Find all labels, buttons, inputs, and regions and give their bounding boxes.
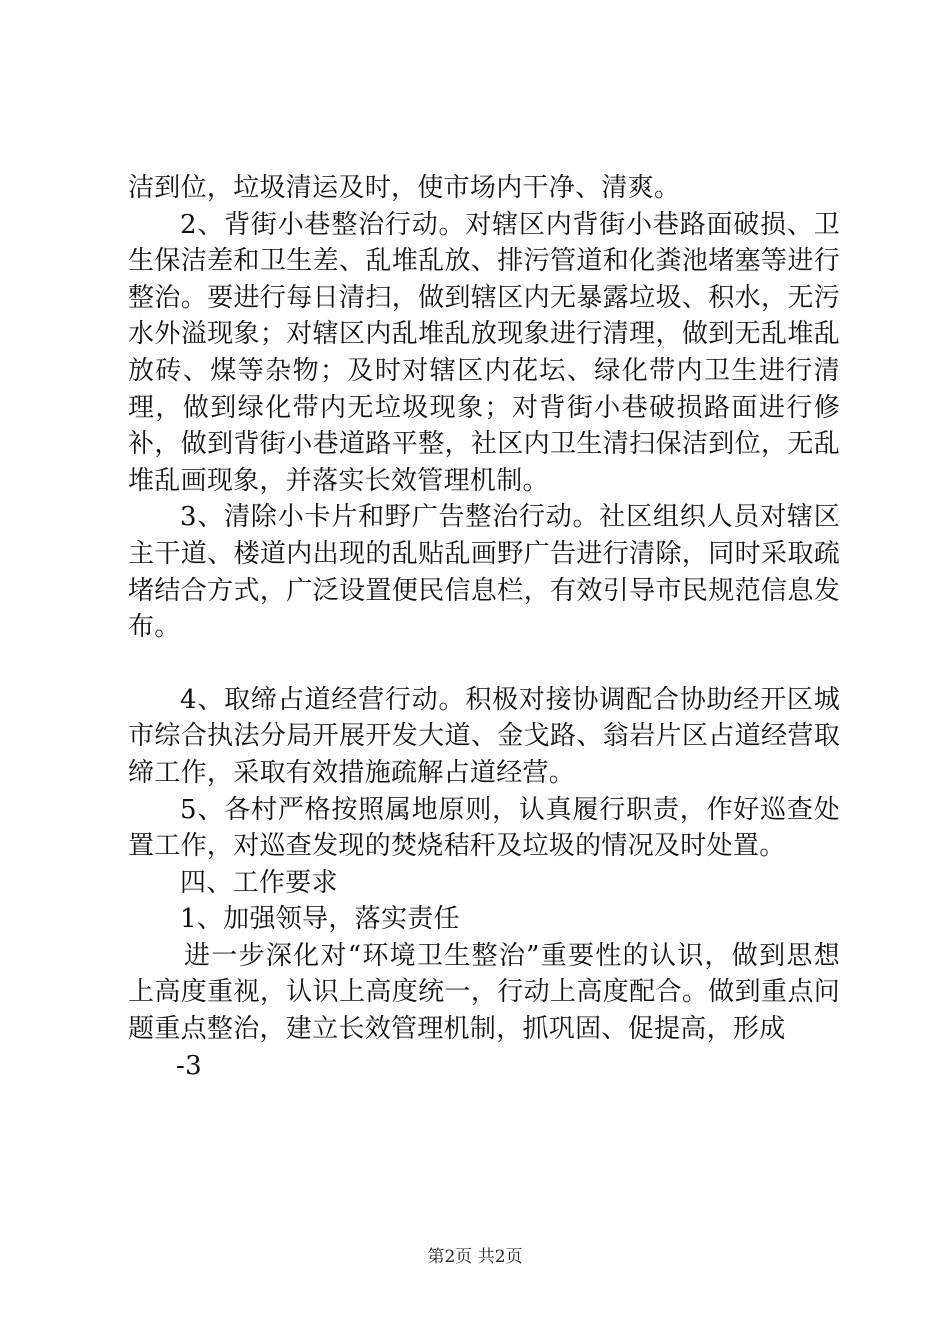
paragraph-item-2: 2、背街小巷整治行动。对辖区内背街小巷路面破损、卫生保洁差和卫生差、乱堆乱放、排污管道和化粪池堵塞等进行整治。要进行每日清扫，做到辖区内无暴露垃圾、积水，无污水外溢现象；对辖区内乱堆乱放现象进行清理，做到无乱堆乱放砖、煤等杂物；及时对辖区内花坛、绿化带内卫生进行清理，做到绿化带内无垃圾现象；对背街小巷破损路面进行修补，做到背街小巷道路平整，社区内卫生清扫保洁到位，无乱堆乱画现象，并落实长效管理机制。 xyxy=(128,209,840,496)
paragraph-item-4: 4、取缔占道经营行动。积极对接协调配合协助经开区城市综合执法分局开展开发大道、金戈路、翁岩片区占道经营取缔工作，采取有效措施疏解占道经营。 xyxy=(128,684,840,788)
page-footer: 第2页 共2页 xyxy=(427,1247,523,1267)
paragraph-requirements: 进一步深化对“环境卫生整治”重要性的认识，做到思想上高度重视，认识上高度统一，行动上高度配合。做到重点问题重点整治，建立长效管理机制，抓巩固、促提高，形成 xyxy=(128,940,840,1045)
paragraph-continuation: 洁到位，垃圾清运及时，使市场内干净、清爽。 xyxy=(128,173,681,203)
document-body xyxy=(128,170,840,1084)
paragraph-item-3: 3、清除小卡片和野广告整治行动。社区组织人员对辖区主干道、楼道内出现的乱贴乱画野广告进行清除，同时采取疏堵结合方式，广泛设置便民信息栏，有效引导市民规范信息发布。 xyxy=(128,502,840,643)
page-marker: -3 xyxy=(176,1050,202,1081)
section-heading: 四、工作要求 xyxy=(180,867,338,898)
paragraph-item-5: 5、各村严格按照属地原则，认真履行职责，作好巡查处置工作，对巡查发现的焚烧秸秆及垃圾的情况及时处置。 xyxy=(128,794,840,862)
subsection-heading: 1、加强领导，落实责任 xyxy=(180,904,460,935)
